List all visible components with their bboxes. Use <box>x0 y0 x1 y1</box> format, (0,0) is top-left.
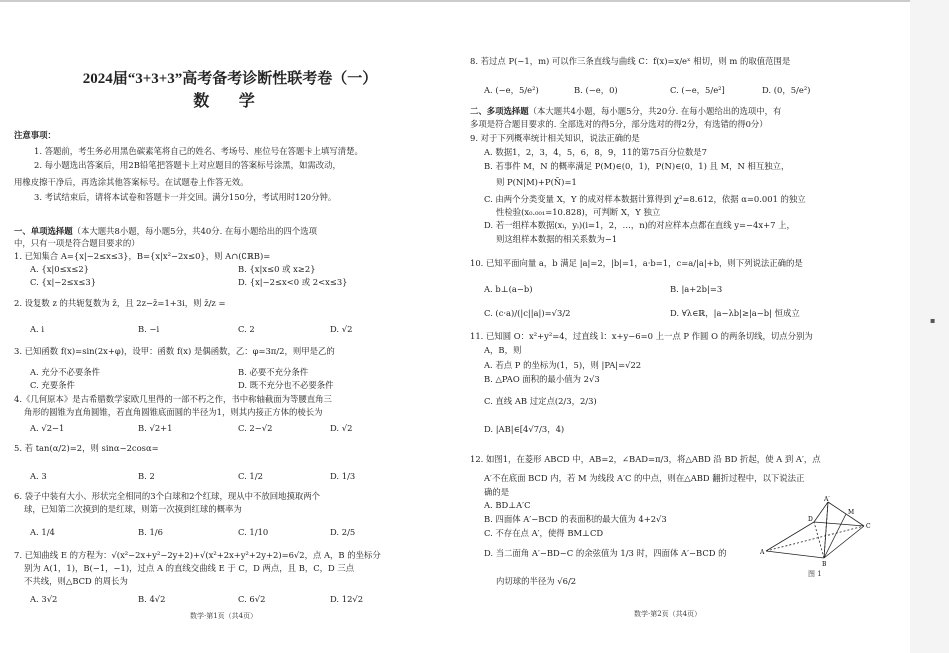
q7-option-c: C. 6√2 <box>238 594 266 604</box>
q11-option-c: C. 直线 AB 过定点(2/3，2/3) <box>484 396 597 406</box>
q7-option-d: D. 12√2 <box>330 594 364 604</box>
q6-stem-1: 6. 袋子中装有大小、形状完全相同的3个白球和2个红球，现从中不放回地摸取两个 <box>14 491 321 501</box>
q4-option-d: D. √2 <box>330 423 353 433</box>
exam-subject: 数 学 <box>193 91 267 110</box>
notice-item-3: 3. 考试结束后，请将本试卷和答题卡一并交回。满分150分，考试用时120分钟。 <box>34 192 337 202</box>
q2-stem: 2. 设复数 z 的共轭复数为 z̄，且 2z−z̄=1+3i，则 z̄/z = <box>14 298 226 308</box>
section1-desc-2: 中，只有一项是符合题目要求的） <box>14 238 140 248</box>
q9-option-c-1: C. 由两个分类变量 X，Y 的成对样本数据计算得到 χ²=8.612，依据 α=0.001 的独立 <box>484 194 806 204</box>
edge-a1d <box>814 502 828 522</box>
q9-option-b-1: B. 若事件 M，N 的概率满足 P(M)∈(0，1)，P(N)∈(0，1) 且 M，N 相互独立， <box>484 161 790 171</box>
q5-option-d: D. 1/3 <box>330 471 356 481</box>
section1-desc: （本大题共8小题，每小题5分，共40分. 在每小题给出的四个选项 <box>72 226 318 236</box>
q1-option-d: D. {x|−2≤x<0 或 2<x≤3} <box>238 277 348 287</box>
exam-title: 2024届“3+3+3”高考备考诊断性联考卷（一） <box>82 71 378 87</box>
label-a1: A′ <box>824 496 830 503</box>
figure-caption: 图 1 <box>808 570 822 578</box>
edge-ab <box>766 551 824 558</box>
q2-option-b: B. −i <box>138 324 160 334</box>
label-d: D <box>808 516 813 523</box>
q8-option-a: A. (−e，5/e²) <box>484 85 539 95</box>
q12-option-a: A. BD⊥A′C <box>484 500 531 510</box>
section1-header <box>14 226 317 237</box>
q12-stem-1: 12. 如图1，在菱形 ABCD 中，AB=2，∠BAD=π/3，将△ABD 沿 BD 折起，使 A 到 A′，点 <box>470 454 821 464</box>
q4-option-c: C. 2−√2 <box>238 423 273 433</box>
q5-stem: 5. 若 tan(α/2)=2，则 sinα−2cosα= <box>14 443 159 453</box>
q11-stem-2: A，B，则 <box>484 345 522 355</box>
q9-stem: 9. 对于下列概率统计相关知识，说法正确的是 <box>470 133 640 143</box>
q4-stem-1: 4.《几何原本》是古希腊数学家欧几里得的一部不朽之作，书中称轴截面为等腰直角三 <box>14 394 332 404</box>
q4-stem-2: 角形的圆锥为直角圆锥，若直角圆锥底面圆的半径为1，则其内接正方体的棱长为 <box>24 407 323 417</box>
q9-option-b-2: 则 P(N|M)+P(N̄)=1 <box>496 177 577 187</box>
q12-option-b: B. 四面体 A′−BCD 的表面积的最大值为 4+2√3 <box>484 514 667 524</box>
q8-option-b: B. (−e，0) <box>574 85 618 95</box>
page-footer-2: 数学·第2页（共4页） <box>634 610 702 618</box>
q6-stem-2: 球，已知第二次摸到的是红球，则第一次摸到红球的概率为 <box>24 504 242 514</box>
section1-heading: 一、单项选择题 <box>14 226 73 236</box>
q12-stem-2: A′不在底面 BCD 内，若 M 为线段 A′C 的中点，则在△ABD 翻折过程中，以下说法正 <box>484 473 805 483</box>
label-c: C <box>866 523 871 530</box>
edge-dc <box>814 522 864 526</box>
q9-option-d-2: 则这组样本数据的相关系数为−1 <box>496 234 618 244</box>
q7-option-b: B. 4√2 <box>138 594 166 604</box>
q10-stem: 10. 已知平面向量 a，b 满足 |a|=2，|b|=1，a·b=1，c=a/|a|+b，则下列说法正确的是 <box>470 258 803 268</box>
section2-desc-2: 多项是符合题目要求的. 全部选对的得5分，部分选对的得2分，有选错的得0分） <box>470 119 768 129</box>
q8-option-c: C. (−e，5/e²] <box>670 85 725 95</box>
page-footer-1: 数学·第1页（共4页） <box>190 612 258 620</box>
q11-stem-1: 11. 已知圆 O：x²+y²=4，过直线 l：x+y−6=0 上一点 P 作圆 O 的两条切线，切点分别为 <box>470 331 813 341</box>
q8-option-d: D. (0，5/e²) <box>762 85 811 95</box>
rhombus-fold-diagram <box>760 496 900 572</box>
q3-option-b: B. 必要不充分条件 <box>238 367 309 377</box>
q12-stem-3: 确的是 <box>484 487 510 497</box>
q3-option-a: A. 充分不必要条件 <box>30 367 100 377</box>
q6-option-c: C. 1/10 <box>238 527 269 537</box>
scroll-marker-icon: ▪ <box>930 316 936 325</box>
q6-option-d: D. 2/5 <box>330 527 356 537</box>
q4-option-a: A. √2−1 <box>30 423 65 433</box>
q9-option-d-1: D. 若一组样本数据(xᵢ，yᵢ)(i=1，2，…，n)的对应样本点都在直线 y=−4x+7 上， <box>484 220 795 230</box>
notice-item-1: 1. 答题前，考生务必用黑色碳素笔将自己的姓名、考场号、座位号在答题卡上填写清楚。 <box>34 146 363 156</box>
notice-heading: 注意事项： <box>14 130 56 140</box>
figure-1 <box>760 496 900 572</box>
edge-bm <box>824 514 846 558</box>
edge-ad <box>766 522 814 551</box>
q3-option-d: D. 既不充分也不必要条件 <box>238 380 334 390</box>
q5-option-a: A. 3 <box>30 471 47 481</box>
q9-option-c-2: 性检验(x₀.₀₀₁=10.828)，可判断 X，Y 独立 <box>496 207 661 217</box>
label-m: M <box>848 509 855 516</box>
q12-option-c: C. 不存在点 A′，使得 BM⊥CD <box>484 528 604 538</box>
top-border <box>0 0 910 2</box>
q12-option-d-1: D. 当二面角 A′−BD−C 的余弦值为 1/3 时，四面体 A′−BCD 的 <box>484 548 727 558</box>
q1-option-b: B. {x|x≤0 或 x≥2} <box>238 264 316 274</box>
q11-option-b: B. △PAO 面积的最小值为 2√3 <box>484 374 600 384</box>
q12-option-d-2: 内切球的半径为 √6/2 <box>496 576 577 586</box>
q1-stem: 1. 已知集合 A={x|−2≤x≤3}，B={x|x²−2x≤0}，则 A∩(∁ℝB)= <box>14 251 271 261</box>
q7-option-a: A. 3√2 <box>30 594 58 604</box>
q2-option-c: C. 2 <box>238 324 255 334</box>
edge-ac <box>766 526 864 551</box>
q10-option-d: D. ∀λ∈ℝ，|a−λb|≥|a−b| 恒成立 <box>670 308 800 318</box>
q11-option-d: D. |AB|∈[4√7/3，4) <box>484 424 565 434</box>
label-a: A <box>760 549 765 556</box>
q5-option-b: B. 2 <box>138 471 155 481</box>
notice-item-2-cont: 用橡皮擦干净后，再选涂其他答案标号。在试题卷上作答无效。 <box>14 177 249 187</box>
q4-option-b: B. √2+1 <box>138 423 173 433</box>
q3-stem: 3. 已知函数 f(x)=sin(2x+φ)，设甲：函数 f(x) 是偶函数，乙：φ=3π/2，则甲是乙的 <box>14 346 335 356</box>
edge-bd <box>814 522 824 558</box>
q9-option-a: A. 数据1，2，3，4，5，6，8，9，11的第75百分位数是7 <box>484 147 708 157</box>
section2-heading: 二、多项选择题 <box>470 106 529 116</box>
section2-desc: （本大题共4小题，每小题5分，共20分. 在每小题给出的选项中，有 <box>528 106 782 116</box>
q1-option-a: A. {x|0≤x≤2} <box>30 264 89 274</box>
q6-option-a: A. 1/4 <box>30 527 55 537</box>
q8-stem: 8. 若过点 P(−1，m) 可以作三条直线与曲线 C：f(x)=x/eˣ 相切，则 m 的取值范围是 <box>470 56 791 66</box>
q10-option-c: C. (c·a)/(|c||a|)=√3/2 <box>484 308 571 318</box>
q3-option-c: C. 充要条件 <box>30 380 75 390</box>
q10-option-a: A. b⊥(a−b) <box>484 284 533 294</box>
q7-stem-3: 不共线，则△BCD 的周长为 <box>24 576 128 586</box>
q10-option-b: B. |a+2b|=3 <box>670 284 723 294</box>
q1-option-c: C. {x|−2≤x≤3} <box>30 277 97 287</box>
q5-option-c: C. 1/2 <box>238 471 263 481</box>
q6-option-b: B. 1/6 <box>138 527 163 537</box>
q2-option-a: A. i <box>30 324 45 334</box>
label-b: B <box>822 561 827 568</box>
notice-item-2: 2. 每小题选出答案后，用2B铅笔把答题卡上对应题目的答案标号涂黑，如需改动， <box>34 160 341 170</box>
q2-option-d: D. √2 <box>330 324 353 334</box>
q7-stem-2: 别为 A(1，1)，B(−1，−1)，过点 A 的直线交曲线 E 于 C，D 两点，且 B，C，D 三点 <box>24 563 355 573</box>
q11-option-a: A. 若点 P 的坐标为(1，5)，则 |PA|=√22 <box>484 360 642 370</box>
section2-header <box>470 106 781 117</box>
q7-stem-1: 7. 已知曲线 E 的方程为：√(x²−2x+y²−2y+2)+√(x²+2x+y²+2y+2)=6√2，点 A，B 的坐标分 <box>14 550 381 560</box>
viewer-background <box>910 0 949 653</box>
